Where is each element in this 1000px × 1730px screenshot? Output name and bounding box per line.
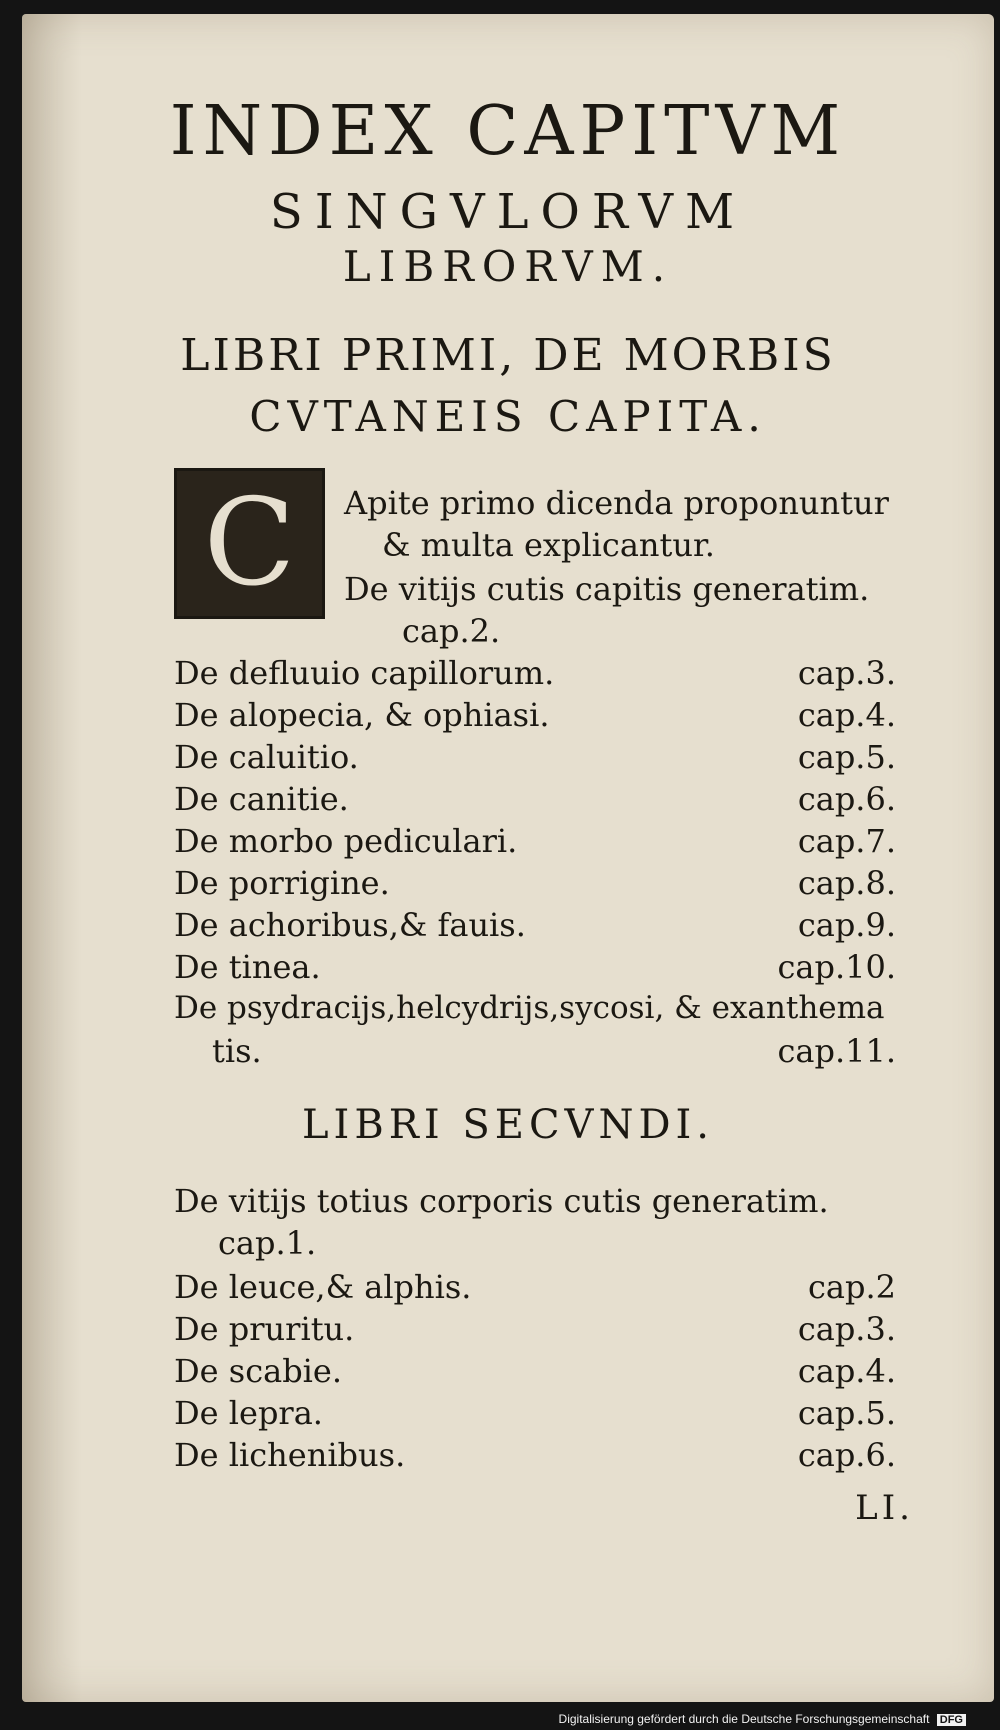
list-item: De defluuio capillorum. (174, 654, 555, 692)
initial-letter: C (203, 473, 296, 613)
chapter-number: cap.2 (807, 1268, 896, 1306)
list-item: De tinea. (174, 948, 321, 986)
list-item: De pruritu. (174, 1310, 355, 1348)
list-item: De scabie. (174, 1352, 343, 1390)
list-item: tis. (212, 1032, 262, 1070)
title-line-3: LIBRORVM. (342, 242, 674, 291)
list-item: De caluitio. (174, 738, 359, 776)
list-item: De achoribus,& fauis. (174, 906, 526, 944)
footer-text: Digitalisierung gefördert durch die Deutsche Forschungsgemeinschaft (558, 1712, 930, 1726)
list-item: De vitijs totius corporis cutis generatim. (174, 1182, 829, 1220)
dfg-logo-icon: DFG (937, 1714, 966, 1726)
chapter-number: cap.7. (797, 822, 896, 860)
list-item: De psydracijs,helcydrijs,sycosi, & exanthema (174, 990, 885, 1026)
list-item: De lepra. (174, 1394, 323, 1432)
digitization-footer (559, 1712, 966, 1726)
list-item: De vitijs cutis capitis generatim. (344, 570, 870, 608)
chapter-number: cap.5. (797, 738, 896, 776)
book2-heading: LIBRI SECVNDI. (301, 1102, 715, 1148)
book1-heading-line-2: CVTANEIS CAPITA. (249, 392, 767, 441)
list-item: & multa explicantur. (382, 526, 715, 564)
book-page (22, 14, 994, 1702)
list-item: De leuce,& alphis. (174, 1268, 472, 1306)
list-item: De alopecia, & ophiasi. (174, 696, 550, 734)
chapter-number: cap.6. (797, 780, 896, 818)
catchword: LI. (855, 1488, 914, 1528)
list-item: De canitie. (174, 780, 349, 818)
chapter-number: cap.3. (797, 1310, 896, 1348)
list-item: cap.2. (402, 612, 501, 650)
list-item: cap.1. (218, 1224, 317, 1262)
list-item: Apite primo dicenda proponuntur (344, 484, 889, 522)
list-item: De lichenibus. (174, 1436, 406, 1474)
decorated-initial-icon (174, 468, 325, 619)
chapter-number: cap.3. (797, 654, 896, 692)
list-item: De porrigine. (174, 864, 390, 902)
book1-heading-line-1: LIBRI PRIMI, DE MORBIS (180, 330, 836, 381)
chapter-number: cap.4. (797, 696, 896, 734)
title-line-1: INDEX CAPITVM (169, 92, 847, 171)
chapter-number: cap.11. (777, 1032, 896, 1070)
chapter-number: cap.4. (797, 1352, 896, 1390)
list-item: De morbo pediculari. (174, 822, 518, 860)
chapter-number: cap.10. (777, 948, 896, 986)
chapter-number: cap.8. (797, 864, 896, 902)
chapter-number: cap.5. (797, 1394, 896, 1432)
title-line-2: SINGVLORVM (269, 184, 747, 240)
chapter-number: cap.6. (797, 1436, 896, 1474)
chapter-number: cap.9. (797, 906, 896, 944)
